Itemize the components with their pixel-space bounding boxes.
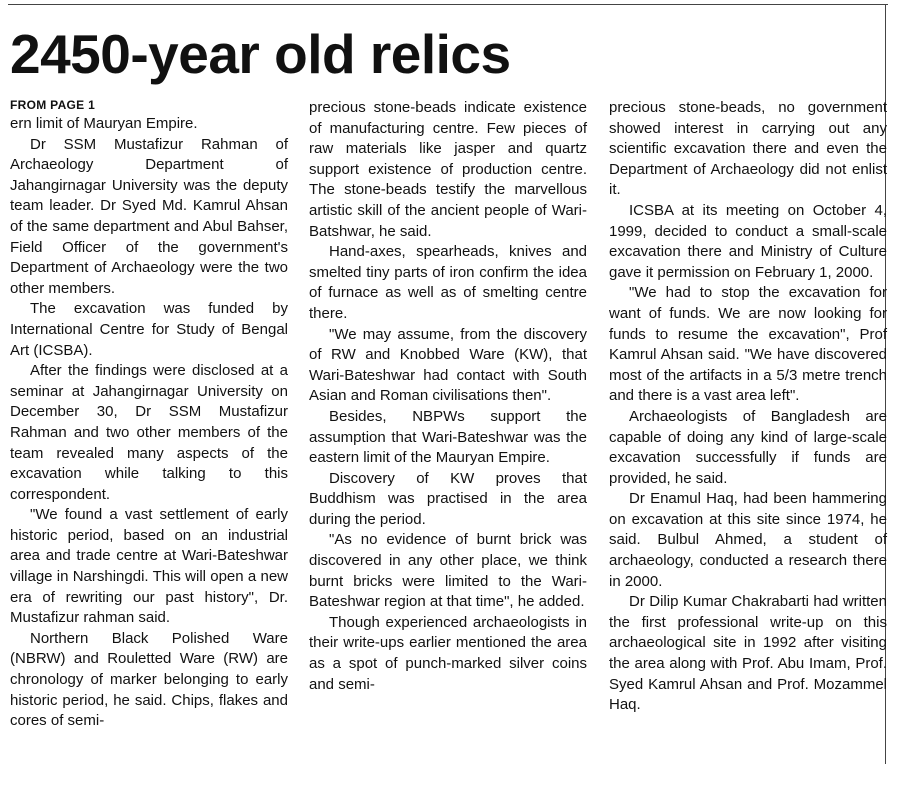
paragraph: Northern Black Polished Ware (NBRW) and Rouletted Ware (RW) are chronology of marker belonging to early historic period, he said. Chips, flakes and cores of semi- bbox=[10, 629, 288, 730]
paragraph: "We had to stop the excavation for want of funds. We are now looking for funds to resume the excavation", Prof Kamrul Ahsan said. "We have discovered most of the artifacts in a 5/3 metre trench and there is a vast area left". bbox=[609, 284, 887, 405]
paragraph: precious stone-beads indicate existence of manufacturing centre. Few pieces of raw materials like jasper and quartz support existence of production centre. The stone-beads testify the marvellous artistic skill of the ancient people of Wari-Batshwar, he said. bbox=[309, 99, 587, 240]
paragraph: After the findings were disclosed at a seminar at Jahangirnagar University on December 30, Dr SSM Mustafizur Rahman and two other members of the team revealed many aspects of the excavation while talking to this correspondent. bbox=[10, 362, 288, 503]
article-column-3 bbox=[609, 98, 887, 716]
paragraph: ern limit of Mauryan Empire. bbox=[10, 115, 198, 132]
paragraph: precious stone-beads, no government showed interest in carrying out any scientific excavation there and even the Department of Archaeology did not enlist it. bbox=[609, 99, 887, 199]
paragraph: The excavation was funded by International Centre for Study of Bengal Art (ICSBA). bbox=[10, 300, 288, 359]
headline: 2450-year old relics bbox=[10, 23, 511, 85]
paragraph: ICSBA at its meeting on October 4, 1999, decided to conduct a small-scale excavation there and Ministry of Culture gave it permission on February 1, 2000. bbox=[609, 201, 887, 281]
paragraph: Archaeologists of Bangladesh are capable of doing any kind of large-scale excavation successfully if funds are provided, he said. bbox=[609, 407, 887, 487]
kicker-from-page: FROM PAGE 1 bbox=[10, 98, 96, 112]
article-column-2 bbox=[309, 98, 587, 695]
paragraph: Discovery of KW proves that Buddhism was practised in the area during the period. bbox=[309, 469, 587, 528]
article-column-1 bbox=[10, 98, 288, 732]
paragraph: Besides, NBPWs support the assumption that Wari-Bateshwar was the eastern limit of the Mauryan Empire. bbox=[309, 407, 587, 467]
paragraph: "We may assume, from the discovery of RW and Knobbed Ware (KW), that Wari-Bateshwar had contact with South Asian and Roman civilisations then". bbox=[309, 325, 587, 405]
top-border-rule bbox=[8, 4, 888, 5]
paragraph: Though experienced archaeologists in their write-ups earlier mentioned the area as a spot of punch-marked silver coins and semi- bbox=[309, 613, 587, 693]
paragraph: "We found a vast settlement of early historic period, based on an industrial area and trade centre at Wari-Bateshwar village in Narshingdi. This will open a new era of rewriting our past history", Dr. Mustafizur rahman said. bbox=[10, 506, 288, 627]
paragraph: "As no evidence of burnt brick was discovered in any other place, we think burnt bricks were limited to the Wari-Bateshwar region at that time", he added. bbox=[309, 531, 587, 611]
paragraph: Dr SSM Mustafizur Rahman of Archaeology Department of Jahangirnagar University was the deputy team leader. Dr Syed Md. Kamrul Ahsan of the same department and Abul Bahser, Field Officer of the government's Department of Archaeology were the two other members. bbox=[10, 135, 288, 297]
paragraph: Hand-axes, spearheads, knives and smelted tiny parts of iron confirm the idea of furnace as well as of smelting centre there. bbox=[309, 243, 587, 322]
paragraph: Dr Dilip Kumar Chakrabarti had written the first professional write-up on this archaeological site in 1992 after visiting the area along with Prof. Abu Imam, Prof. Syed Kamrul Ahsan and Prof. Mozammel Haq. bbox=[609, 593, 887, 714]
paragraph: Dr Enamul Haq, had been hammering on excavation at this site since 1974, he said. Bulbul Ahmed, a student of archaeology, conducted a research there in 2000. bbox=[609, 490, 887, 590]
